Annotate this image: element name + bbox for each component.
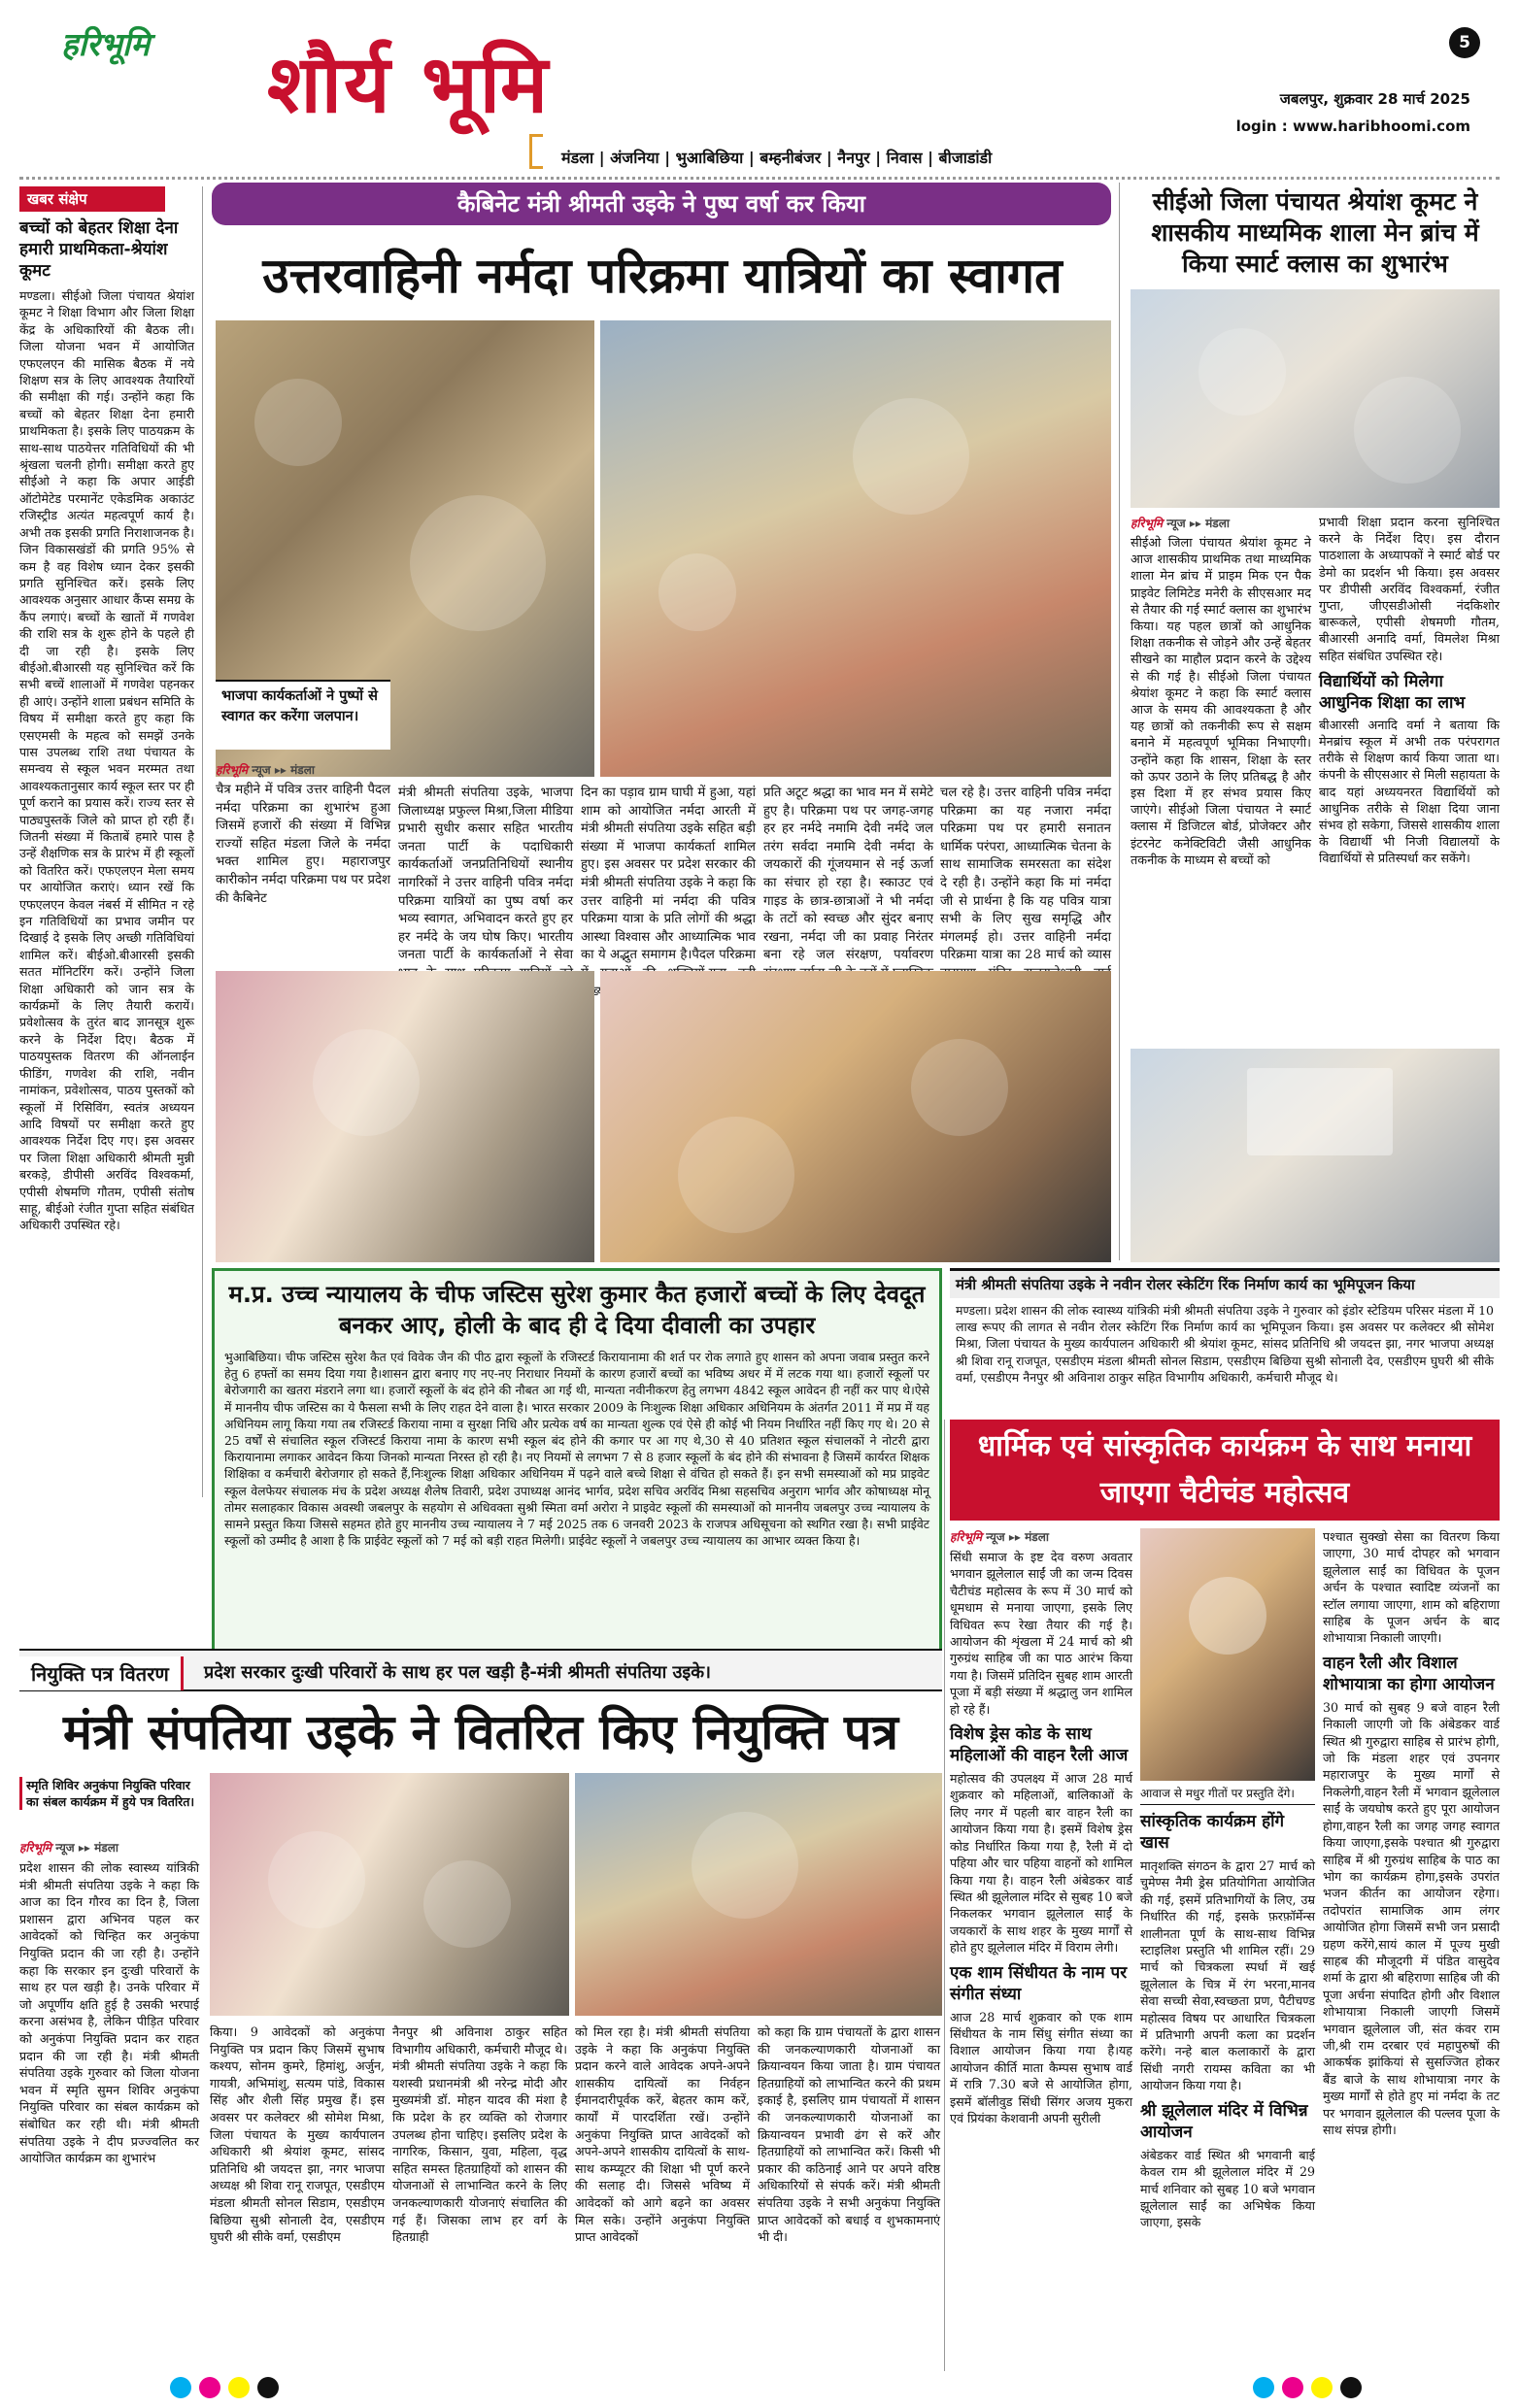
cmyk-black-dot-2 <box>1340 2377 1362 2398</box>
cheti-col-3b-text: 30 मार्च को सुबह 9 बजे वाहन रैली निकाली जाएगी जो कि अंबेडकर वार्ड स्थित श्री गुरुद्वारा साहिब से प्रारंभ होगी, जो कि मंडला शहर एवं उपनगर महाराजपुर के मुख्य मार्गों से निकलेगी,वाहन रैली में भगवान झूलेलाल साईं के जयघोष करते हुए पूरा आयोजन होगा,वाहन रैली का जगह जगह स्वागत किया जाएगा,इसके पश्चात श्री गुरुद्वारा साहिब में श्री गुरुग्रंथ साहिब के पाठ का भोग का कार्यक्रम होगा,इसके उपरांत भजन कीर्तन का आयोजन रहेगा। तदोपरांत सामाजिक आम लंगर आयोजित होगा जिसमें सभी जन प्रसादी ग्रहण करेंगे,सायं काल में पूज्य मुखी साहब की मौजूदगी में पंडित वासुदेव शर्मा के द्वारा श्री बहिराणा साहिब जी की पूजा अर्चना संपादित होगी और विशाल शोभायात्रा निकाली जाएगी जिसमें भगवान झूलेलाल जी, संत कंवर राम जी,श्री राम दरबार एवं महापुरुषों की आकर्षक झांकियां से सुसज्जित होकर बैंड बाजे के साथ शोभायात्रा नगर के मुख्य मार्गों से होते हुए मां नर्मदा के तट पर भगवान झूलेलाल की पल्लव पूजा के साथ संपन्न होगी। <box>1323 1699 1500 2137</box>
cheti-chand-headline: धार्मिक एवं सांस्कृतिक कार्यक्रम के साथ मनाया जाएगा चैटीचंड महोत्सव <box>977 1429 1472 1510</box>
appointment-col-2: किया। 9 आवेदकों को अनुकंपा नियुक्ति पत्र प्रदान किए जिसमें सुभाष कश्यप, सोनम कुमरे, हिमांशु, अर्जुन, गायत्री, अभिमांशु, सत्यम पांडे, विकास सिंह और शैली सिंह प्रमुख हैं। इस अवसर पर कलेक्टर श्री सोमेश मिश्रा, जिला पंचायत के मुख्य कार्यपालन अधिकारी श्री श्रेयांश कूमट, सांसद प्रतिनिधि श्री जयदत्त झा, नगर भाजपा अध्यक्ष श्री शिवा रानू राजपूत, एसडीएम मंडला श्रीमती सोनल सिडाम, एसडीएम बिछिया सुश्री सोनाली देव, एसडीएम घुघरी श्री सीके वर्मा, एसडीएम <box>210 2024 385 2245</box>
divider-bottom <box>944 1420 945 2371</box>
cmyk-yellow-dot-2 <box>1311 2377 1333 2398</box>
main-kicker <box>212 183 1111 225</box>
appointment-headline: मंत्री संपतिया उइके ने वितरित किए नियुक्ति पत्र <box>62 1704 899 1760</box>
smart-col-1-text: सीईओ जिला पंचायत श्रेयांश कूमट ने आज शासकीय प्राथमिक तथा माध्यमिक शाला मेन ब्रांच में प्राइम मिक एन पैक प्राइवेट लिमिटेड मनेरी के सीएसआर मद से तैयार की गई स्मार्ट क्लास का शुभारंभ किया। यह पहल छात्रों को आधुनिक शिक्षा तकनीक से जोड़ने और उन्हें बेहतर सीखने का माहौल प्रदान करने के उद्देश्य से की गई है। सीईओ जिला पंचायत श्रेयांश कूमट ने कहा कि स्मार्ट क्लास आज के समय की आवश्यकता है और यह छात्रों को तकनीकी रूप से सक्षम बनाने में महत्वपूर्ण भूमिका निभाएगी। उन्होंने कहा कि शासन, शिक्षा के स्तर को ऊपर उठाने के लिए प्रतिबद्ध है और इस दिशा में हर संभव प्रयास किए जाएंगे। सीईओ जिला पंचायत ने स्मार्ट क्लास में डिजिटल बोर्ड, प्रोजेक्टर और इंटरनेट कनेक्टिविटी जैसी आधुनिक तकनीक के माध्यम से बच्चों को <box>1131 536 1311 868</box>
divider-left <box>202 186 203 1497</box>
website-login[interactable]: login : www.haribhoomi.com <box>1235 117 1470 135</box>
cheti-col-1-text: सिंधी समाज के इष्ट देव वरुण अवतार भगवान झूलेलाल साईं जी का जन्म दिवस चैटीचंड महोत्सव के रूप में 30 मार्च को धूमधाम से मनाया जाएगा, इसके लिए विधिवत रूप रेखा तैयार की गई है। आयोजन की शृंखला में 24 मार्च को श्री गुरुग्रंथ साहिब जी का पाठ आरंभ किया गया है। जिसमें प्रतिदिन सुबह शाम आरती पूजा में बड़ी संख्या में श्रद्धालु जन शामिल हो रहे हैं। <box>950 1550 1132 1717</box>
masthead-rule <box>19 177 1500 180</box>
cmyk-yellow-dot <box>228 2377 250 2398</box>
cheti-byline <box>950 1528 1132 1545</box>
main-col-1 <box>216 761 390 908</box>
smart-byline-brand: हरिभूमि <box>1131 517 1164 530</box>
cheti-photo-caption: आवाज से मधुर गीतों पर प्रस्तुति देंगे। <box>1140 1785 1315 1805</box>
cheti-col-2-text: मातृशक्ति संगठन के द्वारा 27 मार्च को चुमेण्स नैमी ड्रेस प्रतियोगिता आयोजित की गई, इसमें प्रतिभागियों के लिए, उम्र निर्धारित की गई, इसके फ़रफ़ॉर्मेन्स शालीनता पूर्ण के साथ-साथ विभिन्न स्टाइलिश प्रस्तुति भी शामिल रहीं। 29 मार्च को चित्रकला स्पर्धा में खई झूलेलाल के चित्र में रंग भरना,मानव सेवा सच्ची सेवा,स्वच्छता प्रण, पैटीचण्ड महोत्सव विषय पर आधारित चित्रकला में प्रतिभागी अपनी कला का प्रदर्शन करेंगे। नन्हे बाल कलाकारों के द्वारा सिंधी नगरी रायम्स कविता का भी आयोजन किया गया है। <box>1140 1858 1315 2093</box>
smart-col-2 <box>1319 515 1500 868</box>
cheti-col-2b-text: अंबेडकर वार्ड स्थित श्री भगवानी बाई केवल राम श्री झूलेलाल मंदिर में 29 मार्च शनिवार को सुबह 10 बजे भगवान झूलेलाल साईं का अभिषेक किया जाएगा, इसके <box>1140 2147 1315 2230</box>
appointment-byline <box>19 1839 199 1856</box>
cheti-byline-brand: हरिभूमि <box>950 1530 983 1544</box>
appointment-col-1 <box>19 1839 199 2167</box>
main-kicker-text: कैबिनेट मंत्री श्रीमती उइके ने पुष्प वर्षा कर किया <box>456 190 866 217</box>
photo-appointment-2 <box>575 1773 942 2016</box>
hc-story-box <box>212 1268 942 1666</box>
main-col-4: प्रति अटूट श्रद्धा का भाव मन में समेटे हुए है। परिक्रमा पथ पर जगह-जगह हर हर नर्मदे नमामि देवी नर्मदे जल तरंग सर्वदा नमामि देवी नर्मदा के जयकारों की गूंजयमान से नई ऊर्जा का संचार हो रहा है। स्काउट एवं गाइड के छात्र-छात्राओं ने भी नर्मदा के तटों को स्वच्छ और सुंदर बनाए रखना, नर्मदा जी का प्रवाह निरंतर बना रहे जल संरक्षण, पर्यावरण <box>763 786 933 963</box>
appointment-byline-brand: हरिभूमि <box>19 1841 52 1855</box>
appointment-col-1-text: प्रदेश शासन की लोक स्वास्थ्य यांत्रिकी मंत्री श्रीमती संपतिया उइके ने कहा कि आज का दिन गौरव का दिन है, जिला प्रशासन द्वारा अभिनव पहल कर आवेदकों को चिन्हित कर अनुकंपा नियुक्ति प्रदान की जा रही है। उन्होंने कहा कि सरकार इन दुःखी परिवारों के साथ हर पल खड़ी है। उनके परिवार में जो अपूर्णीय क्षति हुई है उसकी भरपाई करना असंभव है, लेकिन पीड़ित परिवार को अनुकंपा नियुक्ति प्रदान कर राहत प्रदान की जा रही है। मंत्री श्रीमती संपतिया उइके गुरुवार को जिला योजना भवन में स्मृति सुमन शिविर अनुकंपा नियुक्ति परिवार का संबल कार्यक्रम को संबोधित कर रही थी। मंत्री श्रीमती संपतिया उइके ने दीप प्रज्ज्वलित कर आयोजित कार्यक्रम का शुभारंभ <box>19 1860 199 2166</box>
smart-subheading: विद्यार्थियों को मिलेगा आधुनिक शिक्षा का लाभ <box>1319 671 1466 713</box>
photo-smart-board <box>1131 1049 1500 1262</box>
cheti-byline-rest: न्यूज ▸▸ मंडला <box>986 1530 1049 1544</box>
smart-byline <box>1131 515 1311 531</box>
main-caption-text: भाजपा कार्यकर्ताओं ने पुष्पों से स्वागत कर करेंगा जलपान। <box>221 688 378 724</box>
cheti-sub-1: विशेष ड्रेस कोड के साथ महिलाओं की वाहन रैली आज <box>950 1724 1129 1766</box>
photo-appointment-1 <box>210 1773 569 2016</box>
smart-byline-rest: न्यूज ▸▸ मंडला <box>1166 517 1230 530</box>
byline-rest: न्यूज ▸▸ मंडला <box>252 763 315 777</box>
cheti-col-1c-text: आज 28 मार्च शुक्रवार को एक शाम सिंधीयत के नाम सिंधु संगीत संध्या का विशाल आयोजन किया गया है।यह आयोजन कीर्ति माता कैम्पस सुभाष वार्ड में रात्रि 7.30 बजे से आयोजित होगा, इसमें बॉलीवुड सिंधी सिंगर अजय मुकरा एवं प्रियंका केशवानी अपनी सुरीली <box>950 2009 1132 2125</box>
photo-welcome <box>216 971 594 1262</box>
photo-crowd <box>600 320 1111 777</box>
cheti-sub-4: श्री झूलेलाल मंदिर में विभिन्न आयोजन <box>1140 2100 1308 2142</box>
main-col-1-text: चैत्र महीने में पवित्र उत्तर वाहिनी पैदल नर्मदा परिक्रमा का शुभारंभ हुआ जिसमें हजारों की संख्या में विभिन्न राज्यों सहित मंडला जिले के नर्मदा भक्त शामिल हुए। महाराजपुर कारीकोन नर्मदा परिक्रमा पथ पर प्रदेश की कैबिनेट <box>216 783 390 906</box>
left-column <box>19 186 194 1478</box>
main-col-2: मंत्री श्रीमती संपतिया उइके, भाजपा जिलाध्यक्ष प्रफुल्ल मिश्रा,जिला मीडिया प्रभारी सुधीर कसार सहित भारतीय जनता पार्टी के पदाधिकारी कार्यकर्ताओं जनप्रतिनिधियों स्थानीय नागरिकों ने उत्तर वाहिनी पवित्र नर्मदा परिक्रमा यात्रियों का पुष्प वर्षा कर भव्य स्वागत, अभिवादन करते हुए हर हर नर्मदे के जय घोष किए। भारतीय जनता पार्टी के कार्यकर्ताओं ने सेवा <box>398 786 573 963</box>
cheti-sub-5: वाहन रैली और विशाल शोभायात्रा का होगा आयोजन <box>1323 1653 1495 1694</box>
appointment-photo-caption <box>19 1777 199 1810</box>
main-photo-caption <box>216 680 390 750</box>
cheti-chand-banner <box>950 1420 1500 1521</box>
smart-class-headline: सीईओ जिला पंचायत श्रेयांश कूमट ने शासकीय माध्यमिक शाला मेन ब्रांच में किया स्मार्ट क्लास का शुभारंभ <box>1151 187 1479 278</box>
cheti-col-1 <box>950 1528 1132 2126</box>
appointment-caption-text: स्मृति शिविर अनुकंपा नियुक्ति परिवार का संबल कार्यक्रम में हुये पत्र वितरित। <box>19 1777 199 1810</box>
smart-col-2b-text: बीआरसी अनादि वर्मा ने बताया कि मेनब्रांच स्कूल में अभी तक परंपरागत तरीके से शिक्षण कार्य किया जाता था। कंपनी के सीएसआर से मिली सहायता के बाद यहां अध्ययनरत विद्यार्थियों को आधुनिक तरीके से शिक्षा दिया जाना संभव हो सकेगा, जिससे शासकीय शाला के विद्यार्थी भी निजी विद्यालयों के विद्यार्थियों से प्रतिस्पर्धा कर सकेंगे। <box>1319 718 1500 867</box>
news-brief-tag <box>19 186 165 212</box>
hc-body: भुआबिछिया। चीफ जस्टिस सुरेश कैत एवं विवेक जैन की पीठ द्वारा स्कूलों के रजिस्टर्ड किरायानामा की शर्त पर रोक लगाते हुए शासन को अपना जवाब प्रस्तुत करने हेतु 6 हफ्तों का समय दिया गया है।शासन द्वारा बनाए गए नए-नए निराधार नियमों के कारण हजारों बच्चों का भविष्य अधर में में लटक गया था। हजारों स्कूलों पर बेरोजगारी का खतरा मंडराने लगा था। हजारों स्कूलों के बंद होने की नौबत आ गई थी, मान्यता नवीनीकरण हेतु लगभग 4842 स्कूल आवेदन ही नहीं कर पाए थे।ऐसे में माननीय चीफ जस्टिस का ये फैसला सभी के लिए राहत देने वाला है। भारत सरकार 2009 के निःशुल्क शिक्षा अधिकार अधिनियम के अंतर्गत 2011 में मप्र में यह अधिनियम लागू किया गया तब रजिस्टर्ड किराया नामा व सुरक्षा निधि और प्रत्येक वर्ष का मान्यता शुल्क एवं ऐसे ही कोई भी नियम निर्धारित नहीं किए गए थे। 20 से 25 वर्षों से संचालित स्कूल रजिस्टर्ड किराया नामा के कारण सभी स्कूल बंद होने की कगार पर आ गए थे,30 से 40 प्रतिशत स्कूल संचालकों ने नोटरी द्वारा किरायानामा लगाकर आवेदन किया जिनको मान्यता निरस्त हो रही है। नए नियमों से लगभग 7 से 8 हजार स्कूलों के बंद होने की संभावना है जिसमें कार्यरत शिक्षक शिक्षिका व कर्मचारी बेरोजगार हो सकते हैं,निःशुल्क शिक्षा अधिकार अधिनियम में पढ़ने वाले बच्चे शिक्षा से वंचित हो सकते हैं। इन सभी समस्याओं को मप्र प्राइवेट स्कूल वेलफेयर संचालक मंच के प्रदेश अध्यक्ष शैलेष तिवारी, प्रदेश उपाध्यक्ष आनंद भार्गव, प्रदेश सचिव अरविंद मिश्रा सहसचिव अनुराग भार्गव और कोषाध्यक्ष मोनू तोमर सलाहकार विकास अवस्थी जबलपुर के सहयोग से अधिवक्ता सुश्री स्मिता वर्मा अरोरा ने प्राइवेट स्कूलों की समस्याओं को माननीय जबलपुर उच्च न्यायालय के सामने प्रस्तुत किया जिससे सहमत होते हुए माननीय उच्च न्यायालय ने 7 मई 2025 तक 6 जनवरी 2023 के राजपत्र अधिसूचना को स्थगित रखा है। सभी प्राईवेट स्कूलों को उम्मीद है आशा है कि प्राईवेट स्कूलों को 7 मई को बड़ी राहत मिलेगी। प्राईवेट स्कूलों ने जबलपुर उच्च न्यायालय का आभार व्यक्त किया है। <box>224 1350 929 1549</box>
cheti-col-3 <box>1323 1528 1500 2138</box>
main-headline: उत्तरवाहिनी नर्मदा परिक्रमा यात्रियों का स्वागत <box>262 248 1063 304</box>
roller-rink-box <box>950 1268 1500 1414</box>
page-number: 5 <box>1449 27 1480 58</box>
page-masthead: शौर्य भूमि <box>267 39 551 131</box>
cmyk-cyan-dot <box>170 2377 191 2398</box>
photo-jhulelal <box>1140 1528 1315 1781</box>
hc-headline: म.प्र. उच्च न्यायालय के चीफ जस्टिस सुरेश कुमार कैत हजारों बच्चों के लिए देवदूत बनकर आए, होली के बाद ही दे दिया दीवाली का उपहार <box>228 1281 926 1339</box>
cmyk-black-dot <box>257 2377 279 2398</box>
cheti-sub-3: सांस्कृतिक कार्यक्रम होंगे खास <box>1140 1812 1285 1853</box>
dateline: जबलपुर, शुक्रवार 28 मार्च 2025 <box>1279 90 1470 108</box>
main-col-5: चल रहे है। उत्तर वाहिनी पवित्र नर्मदा परिक्रमा का यह नजारा नर्मदा परिक्रमा पथ पर हमारी सनातन धार्मिक परंपरा, आध्यात्मिक चेतना के साथ सामाजिक समरसता का संदेश दे रही है। उन्होंने कहा कि मां नर्मदा जी से प्रार्थना है कि यह पवित्र यात्रा सभी के लिए सुख समृद्धि और मंगलमई हो। उत्तर वाहिनी नर्मदा परिक्रमा यात्रा का 28 मार्च को व्यास <box>940 786 1111 963</box>
smart-col-1 <box>1131 515 1311 869</box>
main-col-3: दिन का पड़ाव ग्राम घाघी में हुआ, यहां शाम को आयोजित नर्मदा आरती में मंत्री श्रीमती संपतिया उइके सहित बड़ी संख्या में भाजपा कार्यकर्ता शामिल हुए। इस अवसर पर प्रदेश सरकार की मंत्री श्रीमती संपतिया उइके ने कहा कि उत्तर वाहिनी मां नर्मदा की पवित्र परिक्रमा यात्रा के प्रति लोगों की श्रद्धा आस्था विश्वास और आध्यात्मिक भाव का ये अद्भुत समागम है।पैदल परिक्रमा <box>581 786 756 963</box>
appointment-col-3: नैनपुर श्री अविनाश ठाकुर सहित विभागीय अधिकारी, कर्मचारी मौजूद थे। मंत्री श्रीमती संपतिया उइके ने कहा कि यशस्वी प्रधानमंत्री श्री नरेन्द्र मोदी और मुख्यमंत्री डॉ. मोहन यादव की मंशा है कि प्रदेश के हर व्यक्ति को रोजगार उपलब्ध होना चाहिए। इसलिए प्रदेश के नागरिक, किसान, युवा, महिला, वृद्ध सहित समस्त हितग्राहियों को शासन की योजनाओं से लाभान्वित करने के लिए जनकल्याणकारी योजनाएं संचालित की गई हैं। जिसका लाभ हर वर्ग के हितग्राही <box>392 2024 567 2245</box>
appointment-strap-bar <box>19 1649 942 1691</box>
appointment-col-4: को मिल रहा है। मंत्री श्रीमती संपतिया उइके ने कहा कि अनुकंपा नियुक्ति प्रदान करने वाले आवेदक अपने-अपने शासकीय दायित्वों का निर्वहन ईमानदारीपूर्वक करें, बेहतर काम करें, कार्यों में पारदर्शिता रखें। उन्होंने अनुकंपा नियुक्ति प्राप्त आवेदकों को अपने-अपने शासकीय दायित्वों के साथ-साथ कम्प्यूटर की शिक्षा भी पूर्ण करने की सलाह दी। जिससे भविष्य में आवेदकों को आगे बढ़ने का अवसर मिल सके। उन्होंने अनुकंपा नियुक्ति प्राप्त आवेदकों <box>575 2024 750 2245</box>
cheti-col-2 <box>1140 1785 1315 2231</box>
appointment-byline-rest: न्यूज ▸▸ मंडला <box>55 1841 118 1855</box>
left-body: मण्डला। सीईओ जिला पंचायत श्रेयांश कूमट ने शिक्षा विभाग और जिला शिक्षा केंद्र के अधिकारियों की बैठक ली। जिला योजना भवन में आयोजित एफएलएन की मासिक बैठक में नये शिक्षण सत्र के लिए आवश्यक तैयारियों की समीक्षा की गई। उन्होंने कहा कि बच्चों को बेहतर शिक्षा देना हमारी प्राथमिकता है। इसके लिए पाठयक्रम के साथ-साथ पाठयेत्तर गतिविधियों की भी श्रृंखला चलनी होगी। समीक्षा करते हुए सीईओ ने कहा कि अपार आईडी ऑटोमेटेड परमानेंट एकेडमिक अकाउंट रजिस्ट्रीड अत्यंत महत्वपूर्ण कार्य है। अभी तक इसकी प्रगति निराशाजनक है। जिन विकासखंडों की प्रगति 95% से कम है वह विशेष ध्यान देकर इसकी प्रगति सुनिश्चित करें। इसके लिए आवश्यक अनुसार आधार कैंप्स समग्र के कैंप लगाएं। बच्चों के खातों में गणवेश की राशि सत्र के शुरू होने के पहले ही दी जा रही है। इसके लिए बीईओ.बीआरसी यह सुनिश्चित करें कि सभी बच्चें शालाओं में गणवेश पहनकर ही आएं। उन्होंने शाला प्रबंधन समिति के विषय में समीक्षा करते हुए कहा कि एसएमसी के महत्व को समझें उनके पास उपलब्ध राशि तथा पंचायत के समन्वय से स्कूल भवन मरम्मत तथा आवश्यकतानुसार कार्य स्कूल स्तर पर ही पूर्ण कराने का प्रयास करें। राज्य स्तर से पाठ्यपुस्तकें जिले को प्राप्त हो रही हैं। जितनी संख्या में किताबें हमारे पास है उन्हें शैक्षणिक सत्र के प्रारंभ में ही स्कूलों को वितरित करें। एफएलएन मेला समय पर आयोजित कराएं। ध्यान रखें कि एफएलएन केवल नंबर्स में सीमित न रहे इन गतिविधियों का प्रभाव जमीन पर दिखाई दे इसके लिए अच्छी गतिविधियां शामिल करें। बीईओ.बीआरसी इसकी सतत मॉनिटरिंग करें। उन्होंने जिला शिक्षा अधिकारी को जान सत्र के कार्यक्रमों के लिए तैयारी करायें। प्रवेशोत्सव के तुरंत बाद ज्ञानसूत्र शुरू करने के निर्देश दिए। बैठक में पाठयपुस्तक वितरण की ऑनलाईन फीडिंग, गणवेश की राशि, नवीन नामांकन, प्रवेशोत्सव, पाठय पुस्तकों को स्कूलों में रिसिविंग, स्वतंत्र अध्ययन आदि विषयों पर समीक्षा करते हुए आवश्यक निर्देश दिए गए। इस अवसर पर जिला शिक्षा अधिकारी श्रीमती मुन्नी बरकड़े, डीपीसी अरविंद विश्वकर्मा, एपीसी शेषमणि गौतम, एपीसी संतोष साहू, बीईओ रंजीत गुप्ता सहित संबंधित अधिकारी उपस्थित रहे। <box>19 288 194 1233</box>
cheti-col-3-text: पश्चात सुक्खो सेसा का वितरण किया जाएगा, 30 मार्च दोपहर को भगवान झूलेलाल साईं का विधिवत के पूजन अर्चन के पश्चात स्वादिष्ट व्यंजनों का स्टॉल लगाया जाएगा, शाम को बहिराणा साहिब के पूजन अर्चन के बाद शोभायात्रा निकाली जाएगी। <box>1323 1529 1500 1646</box>
cheti-sub-2: एक शाम सिंधीयत के नाम पर संगीत संध्या <box>950 1962 1128 2004</box>
byline-brand: हरिभूमि <box>216 763 249 777</box>
appointment-strap: प्रदेश सरकार दुःखी परिवारों के साथ हर पल खड़ी है-मंत्री श्रीमती संपतिया उइके। <box>204 1662 711 1683</box>
cmyk-cyan-dot-2 <box>1253 2377 1274 2398</box>
appointment-col-5: को कहा कि ग्राम पंचायतों के द्वारा शासन की जनकल्याणकारी योजनाओं का क्रियान्वयन किया जाता है। ग्राम पंचायत हितग्राहियों को लाभान्वित करने की प्रथम इकाई है, इसलिए ग्राम पंचायतों में शासन की जनकल्याणकारी योजनाओं का क्रियान्वयन प्रभावी ढंग से करें और हितग्राहियों को लाभान्वित करें। किसी भी प्रकार की कठिनाई आने पर अपने वरिष्ठ अधिकारियों से संपर्क करें। मंत्री श्रीमती संपतिया उइके ने सभी अनुकंपा नियुक्ति प्राप्त आवेदकों को बधाई व शुभकामनाएं भी दी। <box>758 2024 940 2245</box>
appointment-tag: नियुक्ति पत्र वितरण <box>19 1656 184 1690</box>
cmyk-magenta-dot <box>199 2377 220 2398</box>
areas-bracket <box>529 134 543 169</box>
photo-smart-class <box>1131 289 1500 508</box>
roller-rink-headline: मंत्री श्रीमती संपतिया उइके ने नवीन रोलर स्केटिंग रिंक निर्माण कार्य का भूमिपूजन किया <box>950 1271 1500 1298</box>
areas-list: मंडला | अंजनिया | भुआबिछिया | बम्हनीबंजर | नैनपुर | निवास | बीजाडांडी <box>561 149 993 167</box>
smart-col-2-text: प्रभावी शिक्षा प्रदान करना सुनिश्चित करने के निर्देश दिए। इस दौरान पाठशाला के अध्यापकों ने स्मार्ट बोर्ड पर डेमो का प्रदर्शन भी किया। इस अवसर पर डीपीसी अरविंद विश्वकर्मा, रंजीत गुप्ता, जीएसडीओसी नंदकिशोर बारूकले, एपीसी शेषमणी गौतम, बीआरसी अनादि वर्मा, विमलेश मिश्रा सहित संबंधित उपस्थित रहे। <box>1319 516 1500 664</box>
cmyk-magenta-dot-2 <box>1282 2377 1303 2398</box>
brand-logo: हरिभूमि <box>61 25 151 63</box>
cheti-col-1b-text: महोत्सव की उपलक्ष्य में आज 28 मार्च शुक्रवार को महिलाओं, बालिकाओं के लिए नगर में पहली बार वाहन रैली का आयोजन किया गया है। इसमें विशेष ड्रेस कोड निर्धारित किया गया है, रैली में दो पहिया और चार पहिया वाहनों को शामिल किया गया है। वाहन रैली अंबेडकर वार्ड स्थित श्री झूलेलाल मंदिर से सुबह 10 बजे निकलकर भगवान झूलेलाल साईं के जयकारों के साथ शहर के मुख्य मार्गों से होते हुए झूलेलाल मंदिर में विराम लेगी। <box>950 1771 1132 1956</box>
divider-main-right <box>1119 183 1120 1260</box>
left-headline: बच्चों को बेहतर शिक्षा देना हमारी प्राथमिकता-श्रेयांश कूमट <box>19 218 179 281</box>
news-brief-label: खबर संक्षेप <box>27 190 87 208</box>
main-byline <box>216 761 390 778</box>
roller-rink-body: मण्डला। प्रदेश शासन की लोक स्वास्थ्य यांत्रिकी मंत्री श्रीमती संपतिया उइके ने गुरुवार को इंडोर स्टेडियम परिसर मंडला में 10 लाख रूपए की लागत से नवीन रोलर स्केटिंग रिंक निर्माण कार्य का भूमिपूजन किया। इस अवसर पर कलेक्टर श्री सोमेश मिश्रा, जिला पंचायत के मुख्य कार्यपालन अधिकारी श्री श्रेयांश कूमट, सांसद प्रतिनिधि श्री जयदत्त झा, नगर भाजपा अध्यक्ष श्री शिवा रानू राजपूत, एसडीएम मंडला श्रीमती सोनल सिडाम, एसडीएम बिछिया सुश्री सोनाली देव, एसडीएम घुघरी श्री सीके वर्मा, एसडीएम नैनपुर श्री अविनाश ठाकुर सहित विभागीय अधिकारी, कर्मचारी मौजूद थे। <box>956 1303 1494 1385</box>
photo-jalpan <box>600 971 1111 1262</box>
